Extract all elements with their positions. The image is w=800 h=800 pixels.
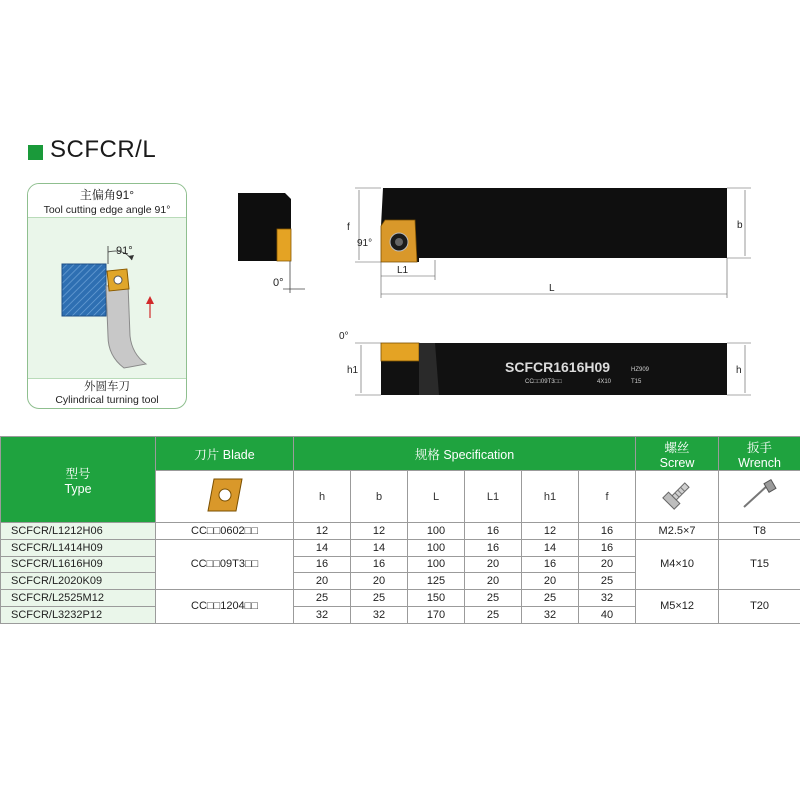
- cell-L: 170: [408, 606, 465, 623]
- row-type: SCFCR/L2020K09: [1, 573, 156, 590]
- row-type: SCFCR/L1212H06: [1, 523, 156, 540]
- row-wrench: T20: [719, 590, 800, 624]
- screw-header-en: Screw: [659, 455, 695, 470]
- cell-L1: 20: [465, 556, 522, 573]
- spec-header: 规格 Specification: [294, 437, 636, 471]
- cell-L: 100: [408, 556, 465, 573]
- row-wrench: T15: [719, 539, 800, 589]
- cell-h: 25: [294, 590, 351, 607]
- screw-icon: [657, 477, 697, 513]
- page-title: SCFCR/L: [50, 136, 157, 163]
- side-view-drawing: [335, 325, 760, 405]
- top-angle-label: 91°: [357, 238, 373, 249]
- top-view-body: [381, 188, 727, 262]
- spec-table: [0, 436, 800, 624]
- type-header-en: Type: [64, 481, 92, 496]
- feed-arrow-icon: [146, 296, 154, 304]
- dim-L-label: L: [549, 283, 555, 294]
- table-row: [1, 539, 800, 556]
- col-f: f: [579, 471, 636, 523]
- cell-L1: 20: [465, 573, 522, 590]
- cell-f: 16: [579, 539, 636, 556]
- cell-h: 20: [294, 573, 351, 590]
- col-h: h: [294, 471, 351, 523]
- col-h1: h1: [522, 471, 579, 523]
- row-type: SCFCR/L3232P12: [1, 606, 156, 623]
- insert-blade-icon: [200, 475, 250, 515]
- blade-image-cell: [156, 471, 294, 523]
- side-view-marking-small-4: T15: [631, 379, 642, 385]
- insert-shape: [107, 269, 129, 291]
- angle-label-en: Tool cutting edge angle 91°: [43, 204, 171, 216]
- end-view-drawing: [225, 185, 325, 295]
- col-b: b: [351, 471, 408, 523]
- dim-h-label: h: [736, 365, 742, 376]
- workpiece-shape: [62, 264, 106, 316]
- cell-f: 25: [579, 573, 636, 590]
- type-header-cn: 型号: [65, 466, 91, 481]
- cell-L1: 25: [465, 590, 522, 607]
- row-screw: M4×10: [636, 539, 719, 589]
- row-wrench: T8: [719, 523, 800, 540]
- blade-header: 刀片 Blade: [156, 437, 294, 471]
- angle-info-card: [27, 183, 187, 409]
- cell-L1: 25: [465, 606, 522, 623]
- tool-shank-shape: [106, 284, 146, 368]
- cell-h: 12: [294, 523, 351, 540]
- side-view-marking-small-2: HZ909: [631, 367, 650, 373]
- cell-f: 20: [579, 556, 636, 573]
- tool-type-en: Cylindrical turning tool: [55, 394, 159, 406]
- card-header: [28, 184, 186, 217]
- wrench-icon: [738, 477, 782, 513]
- cell-b: 16: [351, 556, 408, 573]
- cell-h: 16: [294, 556, 351, 573]
- cell-f: 32: [579, 590, 636, 607]
- col-L: L: [408, 471, 465, 523]
- side-view-marking-small-1: CC□□09T3□□: [525, 379, 562, 385]
- table-row: [1, 590, 800, 607]
- wrench-header-en: Wrench: [738, 455, 781, 470]
- row-type: SCFCR/L1414H09: [1, 539, 156, 556]
- cell-b: 12: [351, 523, 408, 540]
- cell-L: 100: [408, 523, 465, 540]
- card-angle-label: 91°: [116, 245, 133, 257]
- dim-b-label: b: [737, 220, 743, 231]
- wrench-header-cn: 扳手: [747, 440, 773, 455]
- cell-h: 32: [294, 606, 351, 623]
- side-angle-label: 0°: [339, 331, 349, 342]
- tool-type-cn: 外圆车刀: [84, 381, 130, 393]
- card-footer: [28, 375, 186, 408]
- cell-h1: 32: [522, 606, 579, 623]
- cell-L: 100: [408, 539, 465, 556]
- cell-b: 20: [351, 573, 408, 590]
- dim-f-label: f: [347, 222, 350, 233]
- screw-image-cell: [636, 471, 719, 523]
- turning-diagram-svg: [28, 218, 186, 378]
- row-blade: CC□□0602□□: [156, 523, 294, 540]
- screw-header-cn: 螺丝: [664, 440, 690, 455]
- side-view-marking-small-3: 4X10: [597, 379, 612, 385]
- cell-f: 40: [579, 606, 636, 623]
- cutting-diagram: [28, 217, 186, 379]
- cell-f: 16: [579, 523, 636, 540]
- table-row: [1, 523, 800, 540]
- cell-b: 25: [351, 590, 408, 607]
- cell-b: 14: [351, 539, 408, 556]
- dim-h1-label: h1: [347, 365, 359, 376]
- end-view-angle-label: 0°: [273, 277, 284, 289]
- row-type: SCFCR/L1616H09: [1, 556, 156, 573]
- row-type: SCFCR/L2525M12: [1, 590, 156, 607]
- cell-h: 14: [294, 539, 351, 556]
- wrench-image-cell: [719, 471, 800, 523]
- side-view-marking: SCFCR1616H09: [505, 359, 611, 375]
- cell-h1: 12: [522, 523, 579, 540]
- title-marker: [28, 145, 43, 160]
- cell-b: 32: [351, 606, 408, 623]
- top-view-drawing: [335, 180, 760, 305]
- row-blade: CC□□1204□□: [156, 590, 294, 624]
- col-L1: L1: [465, 471, 522, 523]
- wrench-header: [719, 437, 800, 471]
- side-view-insert: [381, 343, 419, 361]
- screw-header: [636, 437, 719, 471]
- cell-h1: 20: [522, 573, 579, 590]
- row-screw: M2.5×7: [636, 523, 719, 540]
- cell-h1: 16: [522, 556, 579, 573]
- row-blade: CC□□09T3□□: [156, 539, 294, 589]
- type-header: [1, 437, 156, 523]
- cell-L1: 16: [465, 539, 522, 556]
- cell-h1: 14: [522, 539, 579, 556]
- cell-h1: 25: [522, 590, 579, 607]
- dim-L1-label: L1: [397, 265, 409, 276]
- cell-L1: 16: [465, 523, 522, 540]
- end-view-insert: [277, 229, 291, 261]
- angle-label-cn: 主偏角91°: [79, 188, 135, 202]
- cell-L: 125: [408, 573, 465, 590]
- cell-L: 150: [408, 590, 465, 607]
- row-screw: M5×12: [636, 590, 719, 624]
